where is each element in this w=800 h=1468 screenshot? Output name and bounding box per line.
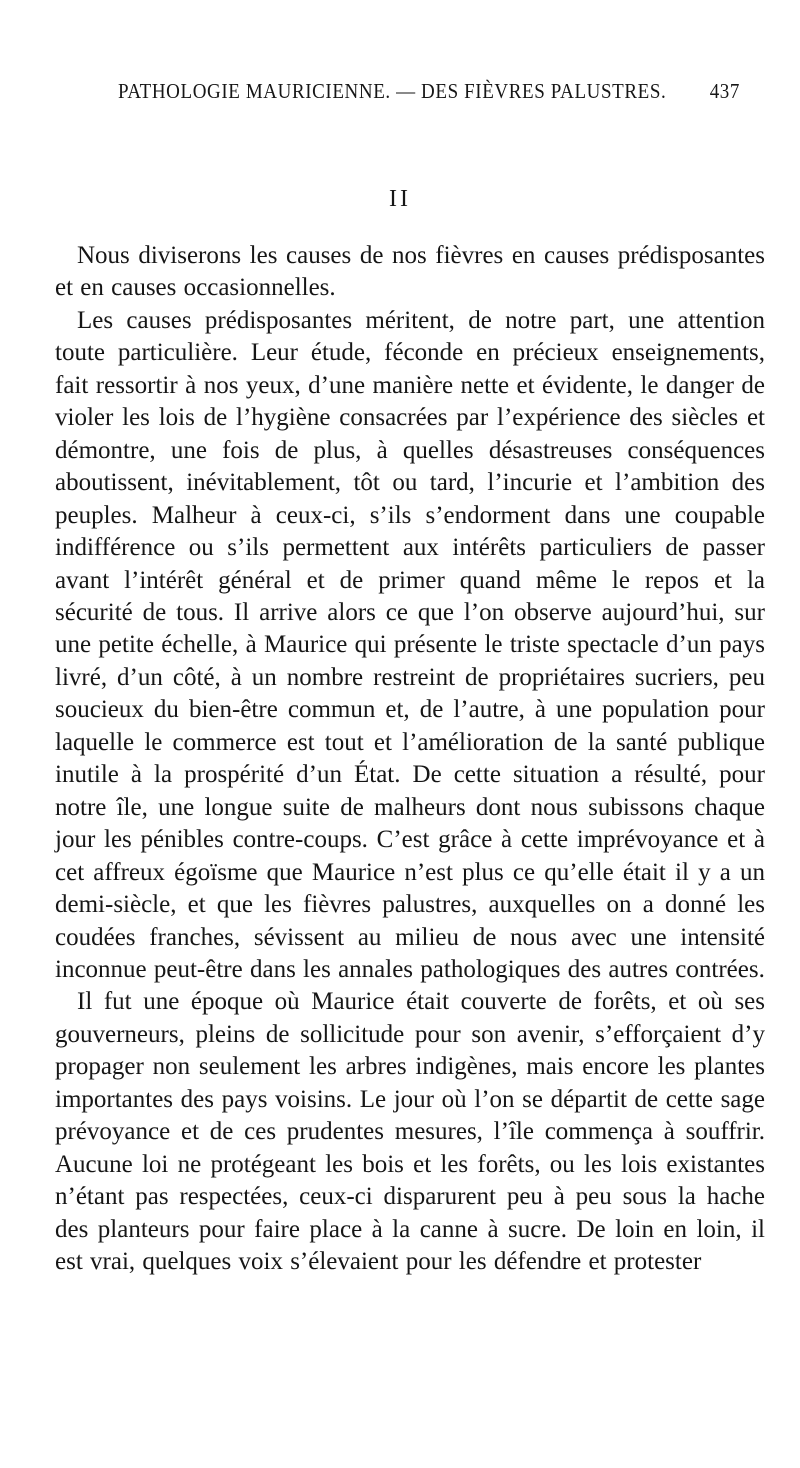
page-number: 437 (709, 80, 740, 104)
body-text (55, 240, 765, 1279)
paragraph-forests-history: Il fut une époque où Maurice était couverte de forêts, et où ses gouverneurs, pleins de sollicitude pour son avenir, s’efforçaient d’y propager non seulement les arbres indigènes, mais encore les plantes importantes des pays voisins. Le jour où l’on se départit de cette sage prévoyance et de ces prudentes mesures, l’île commença à souffrir. Aucune loi ne protégeant les bois et les forêts, ou les lois existantes n’étant pas respectées, ceux-ci disparurent peu à peu sous la hache des planteurs pour faire place à la canne à sucre. De loin en loin, il est vrai, quelques voix s’élevaient pour les défendre et protester (55, 988, 765, 1276)
paragraph-causes-intro: Nous diviserons les causes de nos fièvres en causes prédisposantes et en causes occasionnelles. (55, 242, 765, 302)
section-number: II (389, 186, 411, 212)
paragraph-predisposing-causes: Les causes prédisposantes méritent, de notre part, une attention toute particulière. Leur étude, féconde en précieux enseignements, fait ressortir à nos yeux, d’une manière nette et évidente, le danger de violer les lois de l’hygiène consacrées par l’expérience des siècles et démontre, une fois de plus, à quelles désastreuses conséquences aboutissent, inévitablement, tôt ou tard, l’incurie et l’ambition des peuples. Malheur à ceux-ci, s’ils s’endorment dans une coupable indifférence ou s’ils permettent aux intérêts particuliers de passer avant l’intérêt général et de primer quand même le repos et la sécurité de tous. Il arrive alors ce que l’on observe aujourd’hui, sur une petite échelle, à Maurice qui présente le triste spectacle d’un pays livré, d’un côté, à un nombre restreint de propriétaires sucriers, peu soucieux du bien-être commun et, de l’autre, à une population pour laquelle le commerce est tout et l’amélioration de la santé publique inutile à la prospérité d’un État. De cette situation a résulté, pour notre île, une longue suite de malheurs dont nous subissons chaque jour les pénibles contre-coups. C’est grâce à cette imprévoyance et à cet affreux égoïsme que Maurice n’est plus ce qu’elle était il y a un demi-siècle, et que les fièvres palustres, auxquelles on a donné les coudées franches, sévissent au milieu de nous avec une intensité inconnue peut-être dans les annales pathologiques des autres contrées. (55, 306, 765, 983)
running-head-title: PATHOLOGIE MAURICIENNE. — DES FIÈVRES PALUSTRES. (118, 80, 667, 104)
running-head (118, 80, 740, 114)
